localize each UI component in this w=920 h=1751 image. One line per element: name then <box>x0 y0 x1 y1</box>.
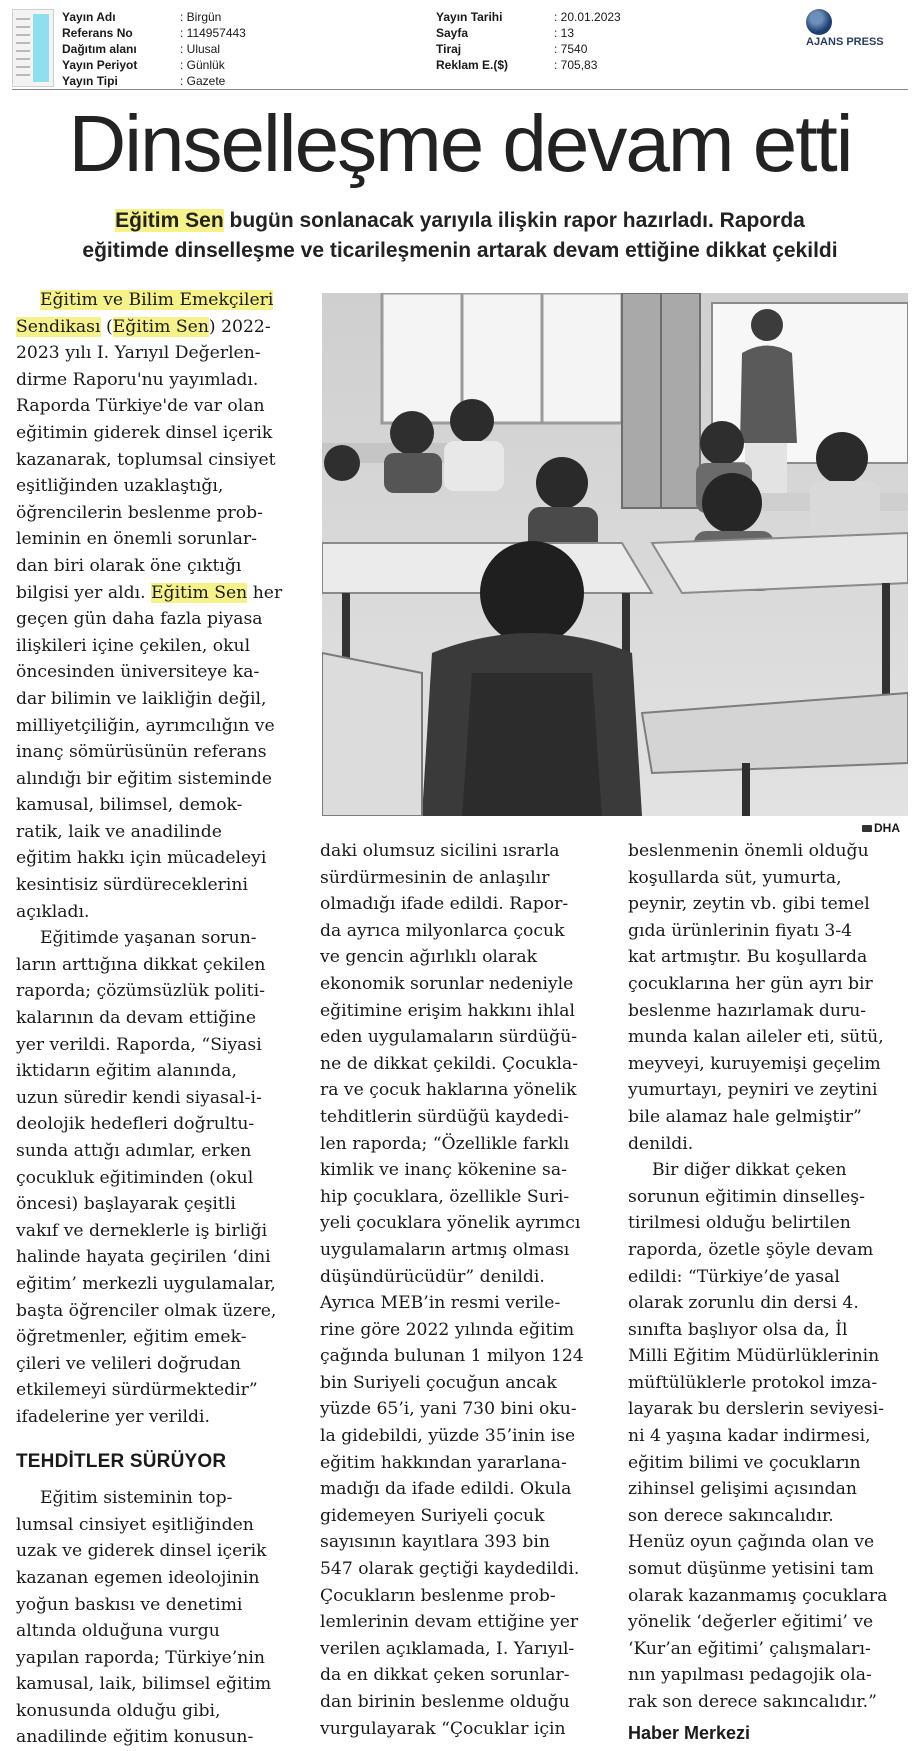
article-column-1 <box>16 287 286 1751</box>
body-line: eğitim’ merkezli uygulamalar, <box>16 1273 276 1294</box>
highlight-mark: Eğitim Sen <box>151 582 248 603</box>
body-line: peynir, zeytin vb. gibi temel <box>628 894 870 915</box>
meta-value: : Gazete <box>180 74 226 88</box>
body-line: 2023 yılı I. Yarıyıl Değerlen- <box>16 343 261 364</box>
body-line: açıkladı. <box>16 901 90 922</box>
meta-value: : Günlük <box>180 58 225 72</box>
article-column-3 <box>628 838 908 1746</box>
body-line: bile alamaz hale gelmiştir” <box>628 1106 862 1127</box>
meta-right <box>436 9 686 73</box>
body-line: denildi. <box>628 1133 694 1154</box>
body-line: da en dikkat çeken sorunlar- <box>320 1665 570 1686</box>
body-line: Henüz oyun çağında olan ve <box>628 1532 875 1553</box>
body-line: lemlerinin devam ettiğine yer <box>320 1612 579 1633</box>
body-line: sınıfta başlıyor olsa da, İl <box>628 1319 848 1340</box>
body-line: kimlik ve inanç kökenine sa- <box>320 1160 567 1181</box>
body-text: ( <box>100 316 113 337</box>
body-line: ratik, laik ve anadilinde <box>16 821 222 842</box>
highlight-mark: Eğitim ve Bilim Emekçileri <box>40 290 274 310</box>
body-line: kamusal, bilimsel, demok- <box>16 795 243 816</box>
meta-label: Yayın Adı <box>62 10 116 24</box>
body-line: ların arttığına dikkat çekilen <box>16 954 266 975</box>
body-line: munda kalan aileler eti, sütü, <box>628 1027 884 1048</box>
body-line: meyveyi, kuruyemişi geçelim <box>628 1053 881 1074</box>
body-line: sunda attığı adımlar, erken <box>16 1141 252 1161</box>
body-line: hip çocuklara, özellikle Suri- <box>320 1186 570 1207</box>
body-line: Eğitimde yaşanan sorun- <box>40 928 257 949</box>
body-text: bilgisi yer aldı. <box>16 582 152 603</box>
body-line: çocuklarına her gün ayrı bir <box>628 973 873 994</box>
subheading <box>14 206 906 266</box>
meta-value: : Ulusal <box>180 42 221 56</box>
body-line: ni 4 yaşına kadar indirmesi, <box>628 1426 871 1447</box>
photo-credit-text: DHA <box>874 821 900 835</box>
body-line: olarak kazanmamış çocuklara <box>628 1585 888 1606</box>
body-line: edildi: “Türkiye’de yasal <box>628 1266 840 1287</box>
body-line: la gidebildi, yüzde 35’inin ise <box>320 1426 576 1447</box>
body-line: kesintisiz sürdüreceklerini <box>16 875 248 896</box>
body-line: ‘Kur’an eğitimi’ çalışmaları- <box>628 1638 871 1659</box>
body-line: kamusal, laik, bilimsel eğitim <box>16 1674 272 1695</box>
body-line: Ayrıca MEB’in resmi verile- <box>320 1293 561 1314</box>
body-line: Çocukların beslenme prob- <box>320 1585 556 1606</box>
meta-label: Dağıtım alanı <box>62 42 137 56</box>
meta-value: : 114957443 <box>180 26 246 40</box>
body-line: konusunda olduğu gibi, <box>16 1700 221 1721</box>
body-text: her <box>247 582 283 603</box>
body-line: Eğitim sisteminin top- <box>40 1488 233 1509</box>
body-line: koşullarda süt, yumurta, <box>628 867 842 888</box>
body-line: çağında bulunan 1 milyon 124 <box>320 1346 584 1367</box>
logo-text: AJANS PRESS <box>806 36 884 48</box>
body-line: öncesi) başlayarak çeşitli <box>16 1194 236 1215</box>
body-line: öğrencilerin beslenme prob- <box>16 502 263 523</box>
body-line: yumurtayı, peyniri ve zeytini <box>628 1080 878 1101</box>
body-line: Raporda Türkiye'de var olan <box>16 396 265 417</box>
body-line: anadilinde eğitim konusun- <box>16 1727 254 1748</box>
body-line: son derece sakıncalıdır. <box>628 1505 834 1526</box>
body-line: çocukluk eğitiminden (okul <box>16 1167 254 1188</box>
body-line: da ayrıca milyonlarca çocuk <box>320 920 565 941</box>
subhead-text: bugün sonlanacak yarıyıla ilişkin rapor hazırladı. Raporda <box>223 209 805 232</box>
meta-value: : 7540 <box>554 42 588 56</box>
body-line: ne de dikkat çekildi. Çocukla- <box>320 1053 579 1074</box>
body-line: verilen açıklamada, I. Yarıyıl- <box>320 1638 575 1659</box>
meta-label: Yayın Tarihi <box>436 10 503 24</box>
body-line: halinde hayata geçirilen ‘dini <box>16 1247 271 1268</box>
meta-label: Yayın Tipi <box>62 74 118 88</box>
body-line: uzak ve giderek dinsel içerik <box>16 1541 267 1562</box>
body-line: kazanarak, toplumsal cinsiyet <box>16 449 276 470</box>
body-line: eğitim hakkından yararlana- <box>320 1452 567 1473</box>
body-line: eğitimine erişim hakkını ihlal <box>320 1000 576 1021</box>
body-line: 547 olarak geçtiği kaydedildi. <box>320 1559 580 1580</box>
body-line: sayısının kayıtlara 393 bin <box>320 1532 550 1553</box>
body-line: tehditlerin sürdüğü kaydedi- <box>320 1106 570 1127</box>
body-line: müftülüklerle protokol imza- <box>628 1372 878 1393</box>
body-line: somut düşünme yetisini tam <box>628 1559 874 1580</box>
body-line: olmadığı ifade edildi. Rapor- <box>320 894 569 915</box>
body-line: dirme Raporu'nu yayımladı. <box>16 369 259 390</box>
body-line: etkilemeyi sürdürmektedir” <box>16 1380 258 1401</box>
body-line: çileri ve velileri doğrudan <box>16 1353 241 1374</box>
meta-value: : Birgün <box>180 10 222 24</box>
body-line: madığı da ifade edildi. Okula <box>320 1479 572 1500</box>
body-line: yüzde 65’i, yani 730 bini oku- <box>320 1399 577 1420</box>
clipping-header <box>0 0 920 92</box>
meta-left <box>62 9 422 89</box>
body-line: kalarının da devam ettiğine <box>16 1008 257 1029</box>
section-subheading: TEHDİTLER SÜRÜYOR <box>16 1450 227 1472</box>
body-line: iktidarın eğitim alanında, <box>16 1061 237 1082</box>
body-line: Milli Eğitim Müdürlüklerinin <box>628 1346 880 1367</box>
body-line: ilişkileri içine çekilen, okul <box>16 635 251 656</box>
body-line: dan birinin beslenme olduğu <box>320 1692 570 1712</box>
body-line: öncesinden üniversiteye ka- <box>16 662 260 683</box>
body-line: düşündürücüdür” denildi. <box>320 1266 545 1287</box>
body-line: zihinsel gelişimi açısından <box>628 1479 857 1500</box>
ajans-press-logo <box>806 9 914 49</box>
body-line: ve gencin ağırlıklı olarak <box>320 947 538 968</box>
body-line: dar bilimin ve laikliğin değil, <box>16 688 267 709</box>
body-text: ) 2022- <box>208 316 271 337</box>
headline: Dinselleşme devam etti <box>68 99 852 188</box>
body-line: vurgulayarak “Çocuklar için <box>320 1718 566 1739</box>
body-line: sorunun eğitimin dinselleş- <box>628 1186 865 1207</box>
body-line: rine göre 2022 yılında eğitim <box>320 1319 575 1340</box>
body-line: tirilmesi olduğu belirtilen <box>628 1213 851 1234</box>
body-line: olarak zorunlu din dersi 4. <box>628 1293 859 1314</box>
body-line: layarak bu derslerin seviyesi- <box>628 1399 884 1420</box>
body-line: gıda ürünlerinin fiyatı 3-4 <box>628 920 853 941</box>
body-line: yoğun baskısı ve denetimi <box>16 1594 243 1615</box>
body-line: rak son derece sakıncalıdır.” <box>628 1692 877 1712</box>
body-line: geçen gün daha fazla piyasa <box>16 609 263 630</box>
body-line: yönelik ‘değerler eğitimi’ ve <box>628 1612 874 1633</box>
photo-credit <box>862 821 900 835</box>
body-line: ra ve çocuk haklarına yönelik <box>320 1080 577 1101</box>
body-line: len raporda; “Özellikle farklı <box>320 1133 570 1154</box>
body-line: eşitliğinden uzaklaştığı, <box>16 476 224 497</box>
body-line: ekonomik sorunlar nedeniyle <box>320 973 574 994</box>
body-line: gidemeyen Suriyeli çocuk <box>320 1505 545 1526</box>
header-divider <box>12 89 908 90</box>
body-line: vakıf ve derneklerle iş birliği <box>16 1220 268 1241</box>
body-line: dan biri olarak öne çıktığı <box>16 555 242 576</box>
highlight-mark: Sendikası <box>16 316 101 337</box>
body-line: sürdürmesinin de anlaşılır <box>320 867 550 888</box>
camera-icon <box>862 825 872 832</box>
body-line: eden uygulamaların sürdüğü- <box>320 1027 578 1048</box>
body-line: leminin en önemli sorunlar- <box>16 529 257 550</box>
body-line: başta öğrenciler olmak üzere, <box>16 1300 277 1321</box>
meta-label: Sayfa <box>436 26 469 40</box>
page-thumbnail <box>12 9 54 87</box>
body-line: milliyetçiliğin, ayrımcılığın ve <box>16 715 275 736</box>
classroom-photo <box>322 293 908 816</box>
body-line: yeli çocuklara yönelik ayrımcı <box>320 1213 581 1234</box>
body-line: kazanan egemen ideolojinin <box>16 1567 260 1588</box>
body-line: nın yapılması pedagojik ola- <box>628 1665 872 1686</box>
body-line: daki olumsuz sicilini ısrarla <box>320 841 560 861</box>
body-line: lumsal cinsiyet eşitliğinden <box>16 1514 254 1535</box>
body-line: eğitim bilimi ve çocukların <box>628 1452 861 1473</box>
globe-icon <box>806 9 832 35</box>
body-line: Bir diğer dikkat çeken <box>652 1160 847 1181</box>
body-line: ifadelerine yer verildi. <box>16 1406 210 1427</box>
body-line: uygulamaların artmış olması <box>320 1239 570 1260</box>
body-line: alındığı bir eğitim sisteminde <box>16 768 273 789</box>
meta-value: : 20.01.2023 <box>554 10 621 24</box>
body-line: uzun süredir kendi siyasal-i- <box>16 1087 262 1108</box>
body-line: öğretmenler, eğitim emek- <box>16 1327 247 1348</box>
body-line: deolojik hedefleri doğrultu- <box>16 1114 255 1135</box>
subhead-text: eğitimde dinselleşme ve ticarileşmenin artarak devam ettiğine dikkat çekildi <box>82 239 838 262</box>
body-line: inanç sömürüsünün referans <box>16 742 267 763</box>
body-line: raporda, özetle şöyle devam <box>628 1239 874 1260</box>
body-line: yapılan raporda; Türkiye’nin <box>16 1647 265 1668</box>
highlight-mark: Eğitim Sen <box>112 316 209 337</box>
body-line: bin Suriyeli çocuğun ancak <box>320 1372 557 1393</box>
article-column-2 <box>320 838 600 1742</box>
meta-label: Yayın Periyot <box>62 58 138 72</box>
body-line: beslenmenin önemli olduğu <box>628 841 869 861</box>
highlight-mark: Eğitim Sen <box>115 209 224 232</box>
body-line: beslenme hazırlamak duru- <box>628 1000 867 1021</box>
byline: Haber Merkezi <box>628 1722 751 1743</box>
meta-label: Referans No <box>62 26 133 40</box>
meta-value: : 13 <box>554 26 575 40</box>
body-line: raporda; çözümsüzlük politi- <box>16 981 265 1002</box>
body-line: kat artmıştır. Bu koşullarda <box>628 947 868 968</box>
meta-label: Tiraj <box>436 42 462 56</box>
body-line: eğitimin giderek dinsel içerik <box>16 422 273 443</box>
body-line: altında olduğuna vurgu <box>16 1621 220 1642</box>
body-line: yer verildi. Raporda, “Siyasi <box>16 1034 262 1055</box>
meta-value: : 705,83 <box>554 58 598 72</box>
meta-label: Reklam E.($) <box>436 58 509 72</box>
body-line: eğitim hakkı için mücadeleyi <box>16 848 267 869</box>
